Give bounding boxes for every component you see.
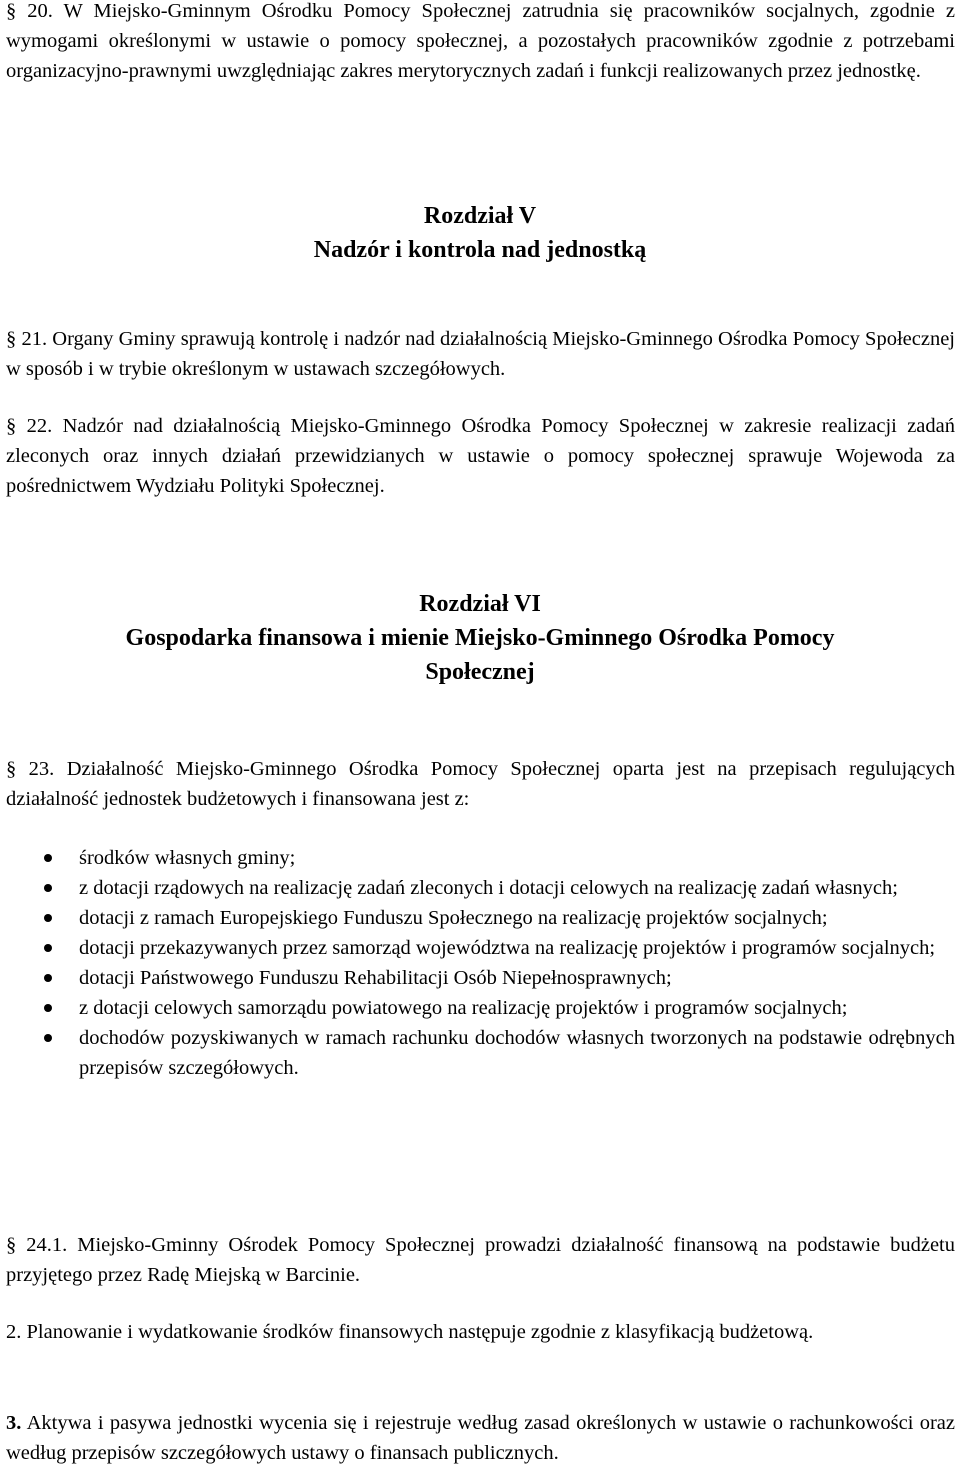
list-item: dotacji z ramach Europejskiego Funduszu Społecznego na realizację projektów socjalnych; (0, 903, 955, 933)
list-item: środków własnych gminy; (0, 843, 955, 873)
chapter-6-number: Rozdział VI (419, 591, 541, 617)
paragraph-24-1: § 24.1. Miejsko-Gminny Ośrodek Pomocy Społecznej prowadzi działalność finansową na podstawie budżetu przyjętego przez Radę Miejską w Barcinie. (6, 1234, 955, 1286)
bullet-icon (44, 944, 52, 952)
bullet-icon (44, 974, 52, 982)
bullet-icon (44, 884, 52, 892)
list-item: z dotacji celowych samorządu powiatowego na realizację projektów i programów socjalnych; (0, 993, 955, 1023)
funding-sources-list (0, 843, 955, 1083)
bullet-icon (44, 854, 52, 862)
list-item: dochodów pozyskiwanych w ramach rachunku dochodów własnych tworzonych na podstawie odrębnych przepisów szczegółowych. (0, 1023, 955, 1083)
list-item: dotacji Państwowego Funduszu Rehabilitacji Osób Niepełnosprawnych; (0, 963, 955, 993)
chapter-6-title: Gospodarka finansowa i mienie Miejsko-Gminnego Ośrodka Pomocy (125, 625, 835, 651)
chapter-6-title-cont: Społecznej (425, 659, 535, 685)
chapter-6-heading (0, 587, 960, 689)
chapter-5-title: Nadzór i kontrola nad jednostką (313, 237, 647, 263)
bullet-icon (44, 914, 52, 922)
paragraph-24-3-number: 3. (6, 1412, 22, 1434)
paragraph-24-3-text: Aktywa i pasywa jednostki wycenia się i rejestruje według zasad określonych w ustawie o rachunkowości oraz według przepisów szczegółowych ustawy o finansach publicznych. (6, 1412, 955, 1464)
bullet-icon (44, 1004, 52, 1012)
paragraph-22: § 22. Nadzór nad działalnością Miejsko-Gminnego Ośrodka Pomocy Społecznej w zakresie realizacji zadań zleconych oraz innych działań przewidzianych w ustawie o pomocy społecznej sprawuje Wojewoda za pośrednictwem Wydziału Polityki Społecznej. (6, 415, 955, 497)
bullet-icon (44, 1034, 52, 1042)
paragraph-24-3 (6, 1408, 955, 1468)
paragraph-21: § 21. Organy Gminy sprawują kontrolę i nadzór nad działalnością Miejsko-Gminnego Ośrodka Pomocy Społecznej w sposób i w trybie określonym w ustawach szczegółowych. (6, 328, 955, 380)
chapter-5-heading (0, 199, 960, 267)
paragraph-24-2: 2. Planowanie i wydatkowanie środków finansowych następuje zgodnie z klasyfikacją budżetową. (6, 1321, 814, 1343)
list-item: z dotacji rządowych na realizację zadań zleconych i dotacji celowych na realizację zadań własnych; (0, 873, 955, 903)
chapter-5-number: Rozdział V (423, 203, 537, 229)
paragraph-20: § 20. W Miejsko-Gminnym Ośrodku Pomocy Społecznej zatrudnia się pracowników socjalnych, zgodnie z wymogami określonymi w ustawie o pomocy społecznej, a pozostałych pracowników zgodnie z potrzebami organizacyjno-prawnymi uwzględniając zakres merytorycznych zadań i funkcji realizowanych przez jednostkę. (6, 0, 955, 82)
list-item: dotacji przekazywanych przez samorząd województwa na realizację projektów i programów socjalnych; (0, 933, 955, 963)
paragraph-23: § 23. Działalność Miejsko-Gminnego Ośrodka Pomocy Społecznej oparta jest na przepisach regulujących działalność jednostek budżetowych i finansowana jest z: (6, 758, 955, 810)
